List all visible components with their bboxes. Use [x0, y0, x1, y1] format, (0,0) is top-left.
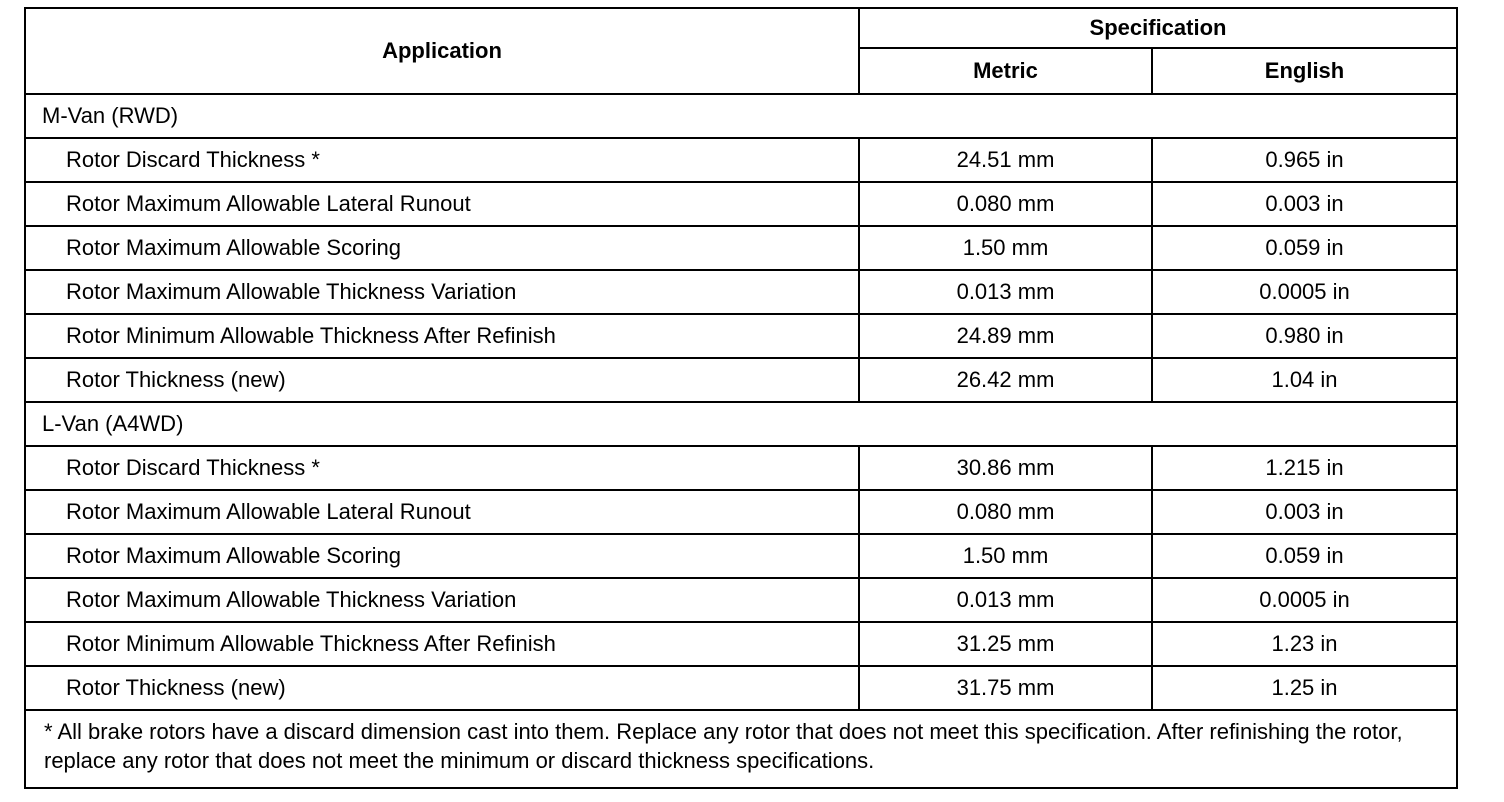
- table-row: [25, 270, 1457, 314]
- metric-value: 0.013 mm: [859, 578, 1152, 622]
- english-value: 0.980 in: [1152, 314, 1457, 358]
- metric-value: 24.51 mm: [859, 138, 1152, 182]
- metric-value: 24.89 mm: [859, 314, 1152, 358]
- english-header: English: [1152, 48, 1457, 94]
- footnote: * All brake rotors have a discard dimension cast into them. Replace any rotor that does not meet this specification. After refinishing the rotor, replace any rotor that does not meet the minimum or discard thickness specifications.: [25, 710, 1457, 788]
- metric-value: 1.50 mm: [859, 226, 1152, 270]
- metric-value: 31.25 mm: [859, 622, 1152, 666]
- english-value: 0.059 in: [1152, 226, 1457, 270]
- metric-value: 26.42 mm: [859, 358, 1152, 402]
- spec-label: Rotor Maximum Allowable Thickness Variation: [25, 578, 859, 622]
- english-value: 0.003 in: [1152, 490, 1457, 534]
- table-row: [25, 226, 1457, 270]
- english-value: 1.23 in: [1152, 622, 1457, 666]
- table-row: [25, 314, 1457, 358]
- table-row: [25, 622, 1457, 666]
- table-row: [25, 666, 1457, 710]
- specification-header: Specification: [859, 8, 1457, 48]
- table-row: [25, 446, 1457, 490]
- english-value: 1.04 in: [1152, 358, 1457, 402]
- spec-label: Rotor Thickness (new): [25, 666, 859, 710]
- table-row: [25, 138, 1457, 182]
- application-header: Application: [25, 8, 859, 94]
- metric-value: 0.080 mm: [859, 490, 1152, 534]
- spec-label: Rotor Maximum Allowable Thickness Variation: [25, 270, 859, 314]
- spec-label: Rotor Discard Thickness *: [25, 446, 859, 490]
- metric-header: Metric: [859, 48, 1152, 94]
- group-row: [25, 94, 1457, 138]
- spec-label: Rotor Maximum Allowable Lateral Runout: [25, 490, 859, 534]
- metric-value: 31.75 mm: [859, 666, 1152, 710]
- group-row: [25, 402, 1457, 446]
- english-value: 0.0005 in: [1152, 270, 1457, 314]
- metric-value: 1.50 mm: [859, 534, 1152, 578]
- group-title: L-Van (A4WD): [25, 402, 1457, 446]
- spec-label: Rotor Maximum Allowable Scoring: [25, 226, 859, 270]
- spec-label: Rotor Discard Thickness *: [25, 138, 859, 182]
- spec-label: Rotor Maximum Allowable Lateral Runout: [25, 182, 859, 226]
- group-title: M-Van (RWD): [25, 94, 1457, 138]
- spec-label: Rotor Thickness (new): [25, 358, 859, 402]
- spec-label: Rotor Minimum Allowable Thickness After Refinish: [25, 622, 859, 666]
- metric-value: 30.86 mm: [859, 446, 1152, 490]
- metric-value: 0.080 mm: [859, 182, 1152, 226]
- english-value: 0.0005 in: [1152, 578, 1457, 622]
- english-value: 1.25 in: [1152, 666, 1457, 710]
- english-value: 0.059 in: [1152, 534, 1457, 578]
- rotor-specification-table: [24, 7, 1458, 789]
- table-row: [25, 358, 1457, 402]
- table-row: [25, 578, 1457, 622]
- table-row: [25, 534, 1457, 578]
- spec-label: Rotor Minimum Allowable Thickness After Refinish: [25, 314, 859, 358]
- table-row: [25, 182, 1457, 226]
- table-row: [25, 490, 1457, 534]
- spec-label: Rotor Maximum Allowable Scoring: [25, 534, 859, 578]
- english-value: 0.965 in: [1152, 138, 1457, 182]
- table-body: [25, 94, 1457, 710]
- english-value: 1.215 in: [1152, 446, 1457, 490]
- metric-value: 0.013 mm: [859, 270, 1152, 314]
- english-value: 0.003 in: [1152, 182, 1457, 226]
